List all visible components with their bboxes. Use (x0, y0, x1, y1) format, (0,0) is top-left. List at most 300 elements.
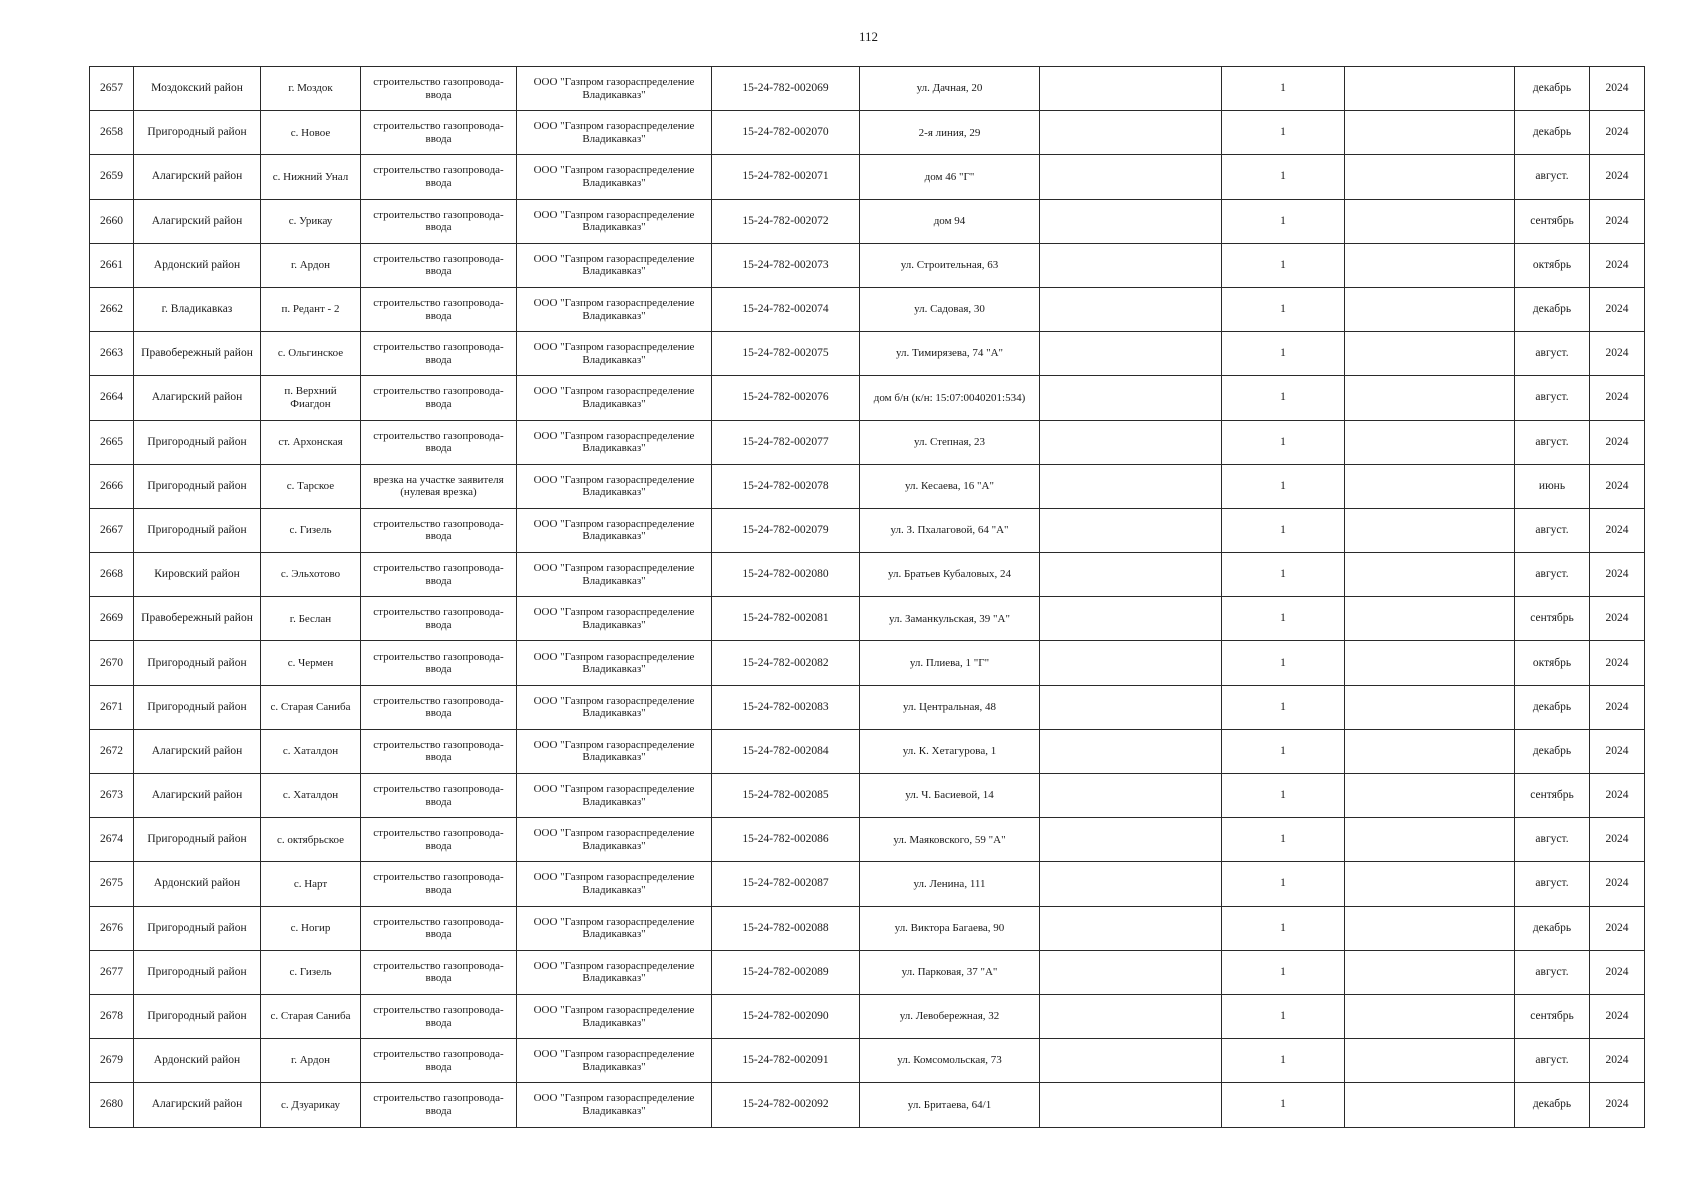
cell-count: 1 (1222, 862, 1345, 906)
cell-district: Алагирский район (134, 376, 261, 420)
cell-application-code: 15-24-782-002076 (712, 376, 860, 420)
table-row (90, 376, 1645, 420)
table-row (90, 155, 1645, 199)
cell-row-number: 2662 (90, 287, 134, 331)
cell-count: 1 (1222, 950, 1345, 994)
cell-row-number: 2678 (90, 994, 134, 1038)
cell-year: 2024 (1590, 1039, 1645, 1083)
cell-organization: ООО "Газпром газораспределение Владикавказ" (517, 464, 712, 508)
cell-empty (1345, 464, 1515, 508)
cell-month: декабрь (1515, 906, 1590, 950)
cell-month: декабрь (1515, 729, 1590, 773)
cell-month: июнь (1515, 464, 1590, 508)
cell-row-number: 2657 (90, 67, 134, 111)
cell-count: 1 (1222, 553, 1345, 597)
cell-locality: с. Урикау (261, 199, 361, 243)
cell-work-type: строительство газопровода-ввода (361, 774, 517, 818)
cell-count: 1 (1222, 111, 1345, 155)
cell-locality: с. Нарт (261, 862, 361, 906)
cell-work-type: строительство газопровода-ввода (361, 332, 517, 376)
cell-organization: ООО "Газпром газораспределение Владикавказ" (517, 420, 712, 464)
cell-row-number: 2672 (90, 729, 134, 773)
cell-district: Пригородный район (134, 906, 261, 950)
cell-year: 2024 (1590, 199, 1645, 243)
cell-locality: с. Нижний Унал (261, 155, 361, 199)
cell-address: ул. К. Хетагурова, 1 (860, 729, 1040, 773)
cell-year: 2024 (1590, 729, 1645, 773)
cell-month: сентябрь (1515, 597, 1590, 641)
table-row (90, 553, 1645, 597)
cell-organization: ООО "Газпром газораспределение Владикавказ" (517, 774, 712, 818)
cell-year: 2024 (1590, 376, 1645, 420)
cell-empty (1040, 199, 1222, 243)
cell-organization: ООО "Газпром газораспределение Владикавказ" (517, 906, 712, 950)
table-row (90, 1083, 1645, 1127)
cell-row-number: 2671 (90, 685, 134, 729)
cell-count: 1 (1222, 287, 1345, 331)
cell-count: 1 (1222, 67, 1345, 111)
cell-address: ул. Левобережная, 32 (860, 994, 1040, 1038)
cell-year: 2024 (1590, 906, 1645, 950)
cell-application-code: 15-24-782-002092 (712, 1083, 860, 1127)
cell-month: сентябрь (1515, 774, 1590, 818)
cell-application-code: 15-24-782-002082 (712, 641, 860, 685)
cell-month: август. (1515, 818, 1590, 862)
cell-empty (1040, 332, 1222, 376)
cell-application-code: 15-24-782-002072 (712, 199, 860, 243)
cell-locality: с. Чермен (261, 641, 361, 685)
cell-application-code: 15-24-782-002084 (712, 729, 860, 773)
cell-month: октябрь (1515, 243, 1590, 287)
cell-application-code: 15-24-782-002088 (712, 906, 860, 950)
table-row (90, 774, 1645, 818)
table-row (90, 862, 1645, 906)
cell-application-code: 15-24-782-002073 (712, 243, 860, 287)
cell-year: 2024 (1590, 332, 1645, 376)
cell-district: Правобережный район (134, 332, 261, 376)
cell-empty (1040, 950, 1222, 994)
cell-address: ул. Ч. Басиевой, 14 (860, 774, 1040, 818)
cell-year: 2024 (1590, 818, 1645, 862)
table-row (90, 729, 1645, 773)
table-row (90, 420, 1645, 464)
cell-year: 2024 (1590, 464, 1645, 508)
cell-month: август. (1515, 508, 1590, 552)
cell-work-type: строительство газопровода-ввода (361, 597, 517, 641)
cell-locality: г. Беслан (261, 597, 361, 641)
cell-empty (1040, 243, 1222, 287)
cell-application-code: 15-24-782-002075 (712, 332, 860, 376)
cell-locality: с. Старая Саниба (261, 994, 361, 1038)
cell-empty (1345, 287, 1515, 331)
cell-application-code: 15-24-782-002081 (712, 597, 860, 641)
cell-row-number: 2659 (90, 155, 134, 199)
cell-row-number: 2674 (90, 818, 134, 862)
cell-empty (1345, 553, 1515, 597)
cell-row-number: 2675 (90, 862, 134, 906)
cell-row-number: 2669 (90, 597, 134, 641)
cell-application-code: 15-24-782-002080 (712, 553, 860, 597)
cell-empty (1040, 376, 1222, 420)
cell-empty (1040, 67, 1222, 111)
cell-organization: ООО "Газпром газораспределение Владикавказ" (517, 641, 712, 685)
cell-row-number: 2661 (90, 243, 134, 287)
cell-district: Пригородный район (134, 685, 261, 729)
cell-empty (1345, 332, 1515, 376)
cell-empty (1345, 862, 1515, 906)
page-number: 112 (858, 29, 879, 44)
cell-count: 1 (1222, 243, 1345, 287)
cell-row-number: 2660 (90, 199, 134, 243)
cell-district: г. Владикавказ (134, 287, 261, 331)
cell-locality: с. Старая Саниба (261, 685, 361, 729)
cell-row-number: 2677 (90, 950, 134, 994)
table-body (90, 67, 1645, 1128)
cell-district: Пригородный район (134, 508, 261, 552)
cell-empty (1040, 906, 1222, 950)
cell-district: Пригородный район (134, 818, 261, 862)
cell-empty (1345, 111, 1515, 155)
cell-work-type: строительство газопровода-ввода (361, 67, 517, 111)
cell-empty (1345, 420, 1515, 464)
cell-empty (1040, 774, 1222, 818)
cell-month: декабрь (1515, 287, 1590, 331)
cell-empty (1040, 862, 1222, 906)
table-row (90, 641, 1645, 685)
cell-month: сентябрь (1515, 994, 1590, 1038)
cell-work-type: строительство газопровода-ввода (361, 199, 517, 243)
cell-application-code: 15-24-782-002078 (712, 464, 860, 508)
cell-application-code: 15-24-782-002074 (712, 287, 860, 331)
cell-organization: ООО "Газпром газораспределение Владикавказ" (517, 862, 712, 906)
cell-count: 1 (1222, 729, 1345, 773)
cell-count: 1 (1222, 1083, 1345, 1127)
cell-row-number: 2668 (90, 553, 134, 597)
cell-month: август. (1515, 376, 1590, 420)
cell-empty (1040, 287, 1222, 331)
cell-organization: ООО "Газпром газораспределение Владикавказ" (517, 818, 712, 862)
cell-district: Алагирский район (134, 1083, 261, 1127)
cell-organization: ООО "Газпром газораспределение Владикавказ" (517, 685, 712, 729)
cell-organization: ООО "Газпром газораспределение Владикавказ" (517, 287, 712, 331)
cell-month: октябрь (1515, 641, 1590, 685)
cell-organization: ООО "Газпром газораспределение Владикавказ" (517, 729, 712, 773)
cell-year: 2024 (1590, 67, 1645, 111)
cell-district: Пригородный район (134, 464, 261, 508)
cell-work-type: строительство газопровода-ввода (361, 1083, 517, 1127)
cell-application-code: 15-24-782-002069 (712, 67, 860, 111)
cell-row-number: 2664 (90, 376, 134, 420)
cell-count: 1 (1222, 155, 1345, 199)
cell-work-type: строительство газопровода-ввода (361, 818, 517, 862)
table-row (90, 111, 1645, 155)
cell-count: 1 (1222, 774, 1345, 818)
cell-application-code: 15-24-782-002090 (712, 994, 860, 1038)
cell-empty (1040, 729, 1222, 773)
cell-empty (1345, 199, 1515, 243)
cell-application-code: 15-24-782-002070 (712, 111, 860, 155)
cell-month: декабрь (1515, 1083, 1590, 1127)
cell-locality: с. Ольгинское (261, 332, 361, 376)
cell-work-type: строительство газопровода-ввода (361, 508, 517, 552)
cell-work-type: строительство газопровода-ввода (361, 376, 517, 420)
cell-month: август. (1515, 862, 1590, 906)
cell-organization: ООО "Газпром газораспределение Владикавказ" (517, 597, 712, 641)
cell-empty (1040, 111, 1222, 155)
cell-district: Алагирский район (134, 774, 261, 818)
cell-month: декабрь (1515, 111, 1590, 155)
cell-empty (1345, 155, 1515, 199)
cell-locality: с. Гизель (261, 950, 361, 994)
cell-work-type: строительство газопровода-ввода (361, 641, 517, 685)
cell-application-code: 15-24-782-002085 (712, 774, 860, 818)
cell-year: 2024 (1590, 685, 1645, 729)
cell-address: ул. Садовая, 30 (860, 287, 1040, 331)
cell-organization: ООО "Газпром газораспределение Владикавказ" (517, 1083, 712, 1127)
cell-empty (1345, 818, 1515, 862)
cell-empty (1040, 685, 1222, 729)
cell-year: 2024 (1590, 287, 1645, 331)
cell-row-number: 2670 (90, 641, 134, 685)
cell-empty (1345, 685, 1515, 729)
cell-row-number: 2665 (90, 420, 134, 464)
table-row (90, 332, 1645, 376)
cell-locality: с. Ногир (261, 906, 361, 950)
table-row (90, 243, 1645, 287)
cell-count: 1 (1222, 906, 1345, 950)
cell-empty (1345, 508, 1515, 552)
cell-address: ул. Комсомольская, 73 (860, 1039, 1040, 1083)
gas-connection-table (89, 66, 1645, 1128)
cell-count: 1 (1222, 597, 1345, 641)
cell-row-number: 2679 (90, 1039, 134, 1083)
cell-empty (1345, 774, 1515, 818)
cell-row-number: 2680 (90, 1083, 134, 1127)
table-row (90, 950, 1645, 994)
cell-month: август. (1515, 1039, 1590, 1083)
cell-work-type: врезка на участке заявителя (нулевая врезка) (361, 464, 517, 508)
cell-row-number: 2673 (90, 774, 134, 818)
cell-row-number: 2666 (90, 464, 134, 508)
cell-district: Алагирский район (134, 199, 261, 243)
cell-empty (1040, 155, 1222, 199)
table-row (90, 199, 1645, 243)
cell-work-type: строительство газопровода-ввода (361, 420, 517, 464)
cell-count: 1 (1222, 332, 1345, 376)
cell-empty (1345, 376, 1515, 420)
cell-organization: ООО "Газпром газораспределение Владикавказ" (517, 243, 712, 287)
cell-application-code: 15-24-782-002079 (712, 508, 860, 552)
cell-row-number: 2676 (90, 906, 134, 950)
cell-row-number: 2658 (90, 111, 134, 155)
cell-year: 2024 (1590, 243, 1645, 287)
cell-locality: с. Гизель (261, 508, 361, 552)
cell-address: ул. Центральная, 48 (860, 685, 1040, 729)
cell-year: 2024 (1590, 774, 1645, 818)
cell-month: декабрь (1515, 685, 1590, 729)
table-row (90, 906, 1645, 950)
cell-count: 1 (1222, 818, 1345, 862)
cell-empty (1040, 818, 1222, 862)
cell-year: 2024 (1590, 155, 1645, 199)
cell-locality: г. Моздок (261, 67, 361, 111)
cell-empty (1345, 243, 1515, 287)
cell-locality: п. Редант - 2 (261, 287, 361, 331)
cell-locality: с. октябрьское (261, 818, 361, 862)
cell-district: Пригородный район (134, 641, 261, 685)
cell-address: ул. Братьев Кубаловых, 24 (860, 553, 1040, 597)
cell-work-type: строительство газопровода-ввода (361, 994, 517, 1038)
cell-district: Ардонский район (134, 862, 261, 906)
cell-district: Правобережный район (134, 597, 261, 641)
cell-address: ул. Бритаева, 64/1 (860, 1083, 1040, 1127)
cell-district: Кировский район (134, 553, 261, 597)
cell-application-code: 15-24-782-002077 (712, 420, 860, 464)
cell-empty (1345, 597, 1515, 641)
cell-empty (1345, 950, 1515, 994)
cell-locality: с. Хаталдон (261, 729, 361, 773)
cell-district: Пригородный район (134, 950, 261, 994)
table-row (90, 287, 1645, 331)
cell-organization: ООО "Газпром газораспределение Владикавказ" (517, 1039, 712, 1083)
cell-work-type: строительство газопровода-ввода (361, 1039, 517, 1083)
cell-address: ул. Тимирязева, 74 "А" (860, 332, 1040, 376)
cell-count: 1 (1222, 1039, 1345, 1083)
cell-year: 2024 (1590, 1083, 1645, 1127)
cell-count: 1 (1222, 420, 1345, 464)
table-row (90, 994, 1645, 1038)
cell-locality: с. Дзуарикау (261, 1083, 361, 1127)
cell-district: Алагирский район (134, 729, 261, 773)
cell-organization: ООО "Газпром газораспределение Владикавказ" (517, 199, 712, 243)
cell-organization: ООО "Газпром газораспределение Владикавказ" (517, 994, 712, 1038)
cell-organization: ООО "Газпром газораспределение Владикавказ" (517, 553, 712, 597)
cell-year: 2024 (1590, 641, 1645, 685)
cell-year: 2024 (1590, 508, 1645, 552)
cell-month: август. (1515, 553, 1590, 597)
cell-empty (1345, 994, 1515, 1038)
cell-address: дом 46 "Г" (860, 155, 1040, 199)
cell-empty (1345, 1039, 1515, 1083)
cell-year: 2024 (1590, 597, 1645, 641)
cell-month: декабрь (1515, 67, 1590, 111)
cell-locality: ст. Архонская (261, 420, 361, 464)
cell-organization: ООО "Газпром газораспределение Владикавказ" (517, 950, 712, 994)
cell-locality: с. Хаталдон (261, 774, 361, 818)
cell-organization: ООО "Газпром газораспределение Владикавказ" (517, 67, 712, 111)
cell-count: 1 (1222, 685, 1345, 729)
cell-empty (1040, 597, 1222, 641)
cell-month: август. (1515, 332, 1590, 376)
cell-district: Моздокский район (134, 67, 261, 111)
cell-work-type: строительство газопровода-ввода (361, 862, 517, 906)
cell-count: 1 (1222, 994, 1345, 1038)
cell-empty (1345, 641, 1515, 685)
cell-count: 1 (1222, 508, 1345, 552)
cell-work-type: строительство газопровода-ввода (361, 287, 517, 331)
cell-empty (1040, 641, 1222, 685)
cell-work-type: строительство газопровода-ввода (361, 729, 517, 773)
cell-empty (1040, 994, 1222, 1038)
cell-locality: г. Ардон (261, 1039, 361, 1083)
cell-count: 1 (1222, 641, 1345, 685)
cell-count: 1 (1222, 199, 1345, 243)
cell-locality: с. Новое (261, 111, 361, 155)
cell-address: ул. Ленина, 111 (860, 862, 1040, 906)
cell-district: Пригородный район (134, 111, 261, 155)
cell-address: ул. З. Пхалаговой, 64 "А" (860, 508, 1040, 552)
table-row (90, 597, 1645, 641)
cell-district: Алагирский район (134, 155, 261, 199)
cell-district: Пригородный район (134, 994, 261, 1038)
cell-district: Пригородный район (134, 420, 261, 464)
cell-district: Ардонский район (134, 243, 261, 287)
cell-locality: с. Тарское (261, 464, 361, 508)
cell-row-number: 2663 (90, 332, 134, 376)
table-row (90, 1039, 1645, 1083)
cell-application-code: 15-24-782-002071 (712, 155, 860, 199)
cell-empty (1040, 420, 1222, 464)
cell-address: ул. Степная, 23 (860, 420, 1040, 464)
cell-work-type: строительство газопровода-ввода (361, 111, 517, 155)
cell-empty (1345, 906, 1515, 950)
cell-application-code: 15-24-782-002083 (712, 685, 860, 729)
cell-work-type: строительство газопровода-ввода (361, 553, 517, 597)
cell-district: Ардонский район (134, 1039, 261, 1083)
cell-address: ул. Маяковского, 59 "А" (860, 818, 1040, 862)
cell-address: дом б/н (к/н: 15:07:0040201:534) (860, 376, 1040, 420)
cell-address: ул. Парковая, 37 "А" (860, 950, 1040, 994)
cell-work-type: строительство газопровода-ввода (361, 243, 517, 287)
cell-organization: ООО "Газпром газораспределение Владикавказ" (517, 111, 712, 155)
cell-address: ул. Строительная, 63 (860, 243, 1040, 287)
cell-empty (1040, 553, 1222, 597)
cell-year: 2024 (1590, 862, 1645, 906)
cell-empty (1040, 1083, 1222, 1127)
cell-count: 1 (1222, 376, 1345, 420)
cell-organization: ООО "Газпром газораспределение Владикавказ" (517, 155, 712, 199)
cell-work-type: строительство газопровода-ввода (361, 906, 517, 950)
cell-locality: п. Верхний Фиагдон (261, 376, 361, 420)
cell-application-code: 15-24-782-002086 (712, 818, 860, 862)
cell-locality: г. Ардон (261, 243, 361, 287)
cell-empty (1040, 508, 1222, 552)
cell-empty (1345, 67, 1515, 111)
cell-year: 2024 (1590, 111, 1645, 155)
cell-organization: ООО "Газпром газораспределение Владикавказ" (517, 332, 712, 376)
cell-organization: ООО "Газпром газораспределение Владикавказ" (517, 376, 712, 420)
cell-address: ул. Заманкульская, 39 "А" (860, 597, 1040, 641)
table-row (90, 464, 1645, 508)
cell-work-type: строительство газопровода-ввода (361, 950, 517, 994)
cell-address: ул. Плиева, 1 "Г" (860, 641, 1040, 685)
cell-address: ул. Виктора Багаева, 90 (860, 906, 1040, 950)
cell-work-type: строительство газопровода-ввода (361, 685, 517, 729)
cell-empty (1040, 1039, 1222, 1083)
cell-empty (1345, 1083, 1515, 1127)
cell-count: 1 (1222, 464, 1345, 508)
cell-month: август. (1515, 155, 1590, 199)
table-row (90, 67, 1645, 111)
cell-organization: ООО "Газпром газораспределение Владикавказ" (517, 508, 712, 552)
cell-empty (1040, 464, 1222, 508)
cell-address: ул. Кесаева, 16 "А" (860, 464, 1040, 508)
table-row (90, 818, 1645, 862)
cell-empty (1345, 729, 1515, 773)
cell-month: август. (1515, 420, 1590, 464)
cell-month: август. (1515, 950, 1590, 994)
cell-address: 2-я линия, 29 (860, 111, 1040, 155)
